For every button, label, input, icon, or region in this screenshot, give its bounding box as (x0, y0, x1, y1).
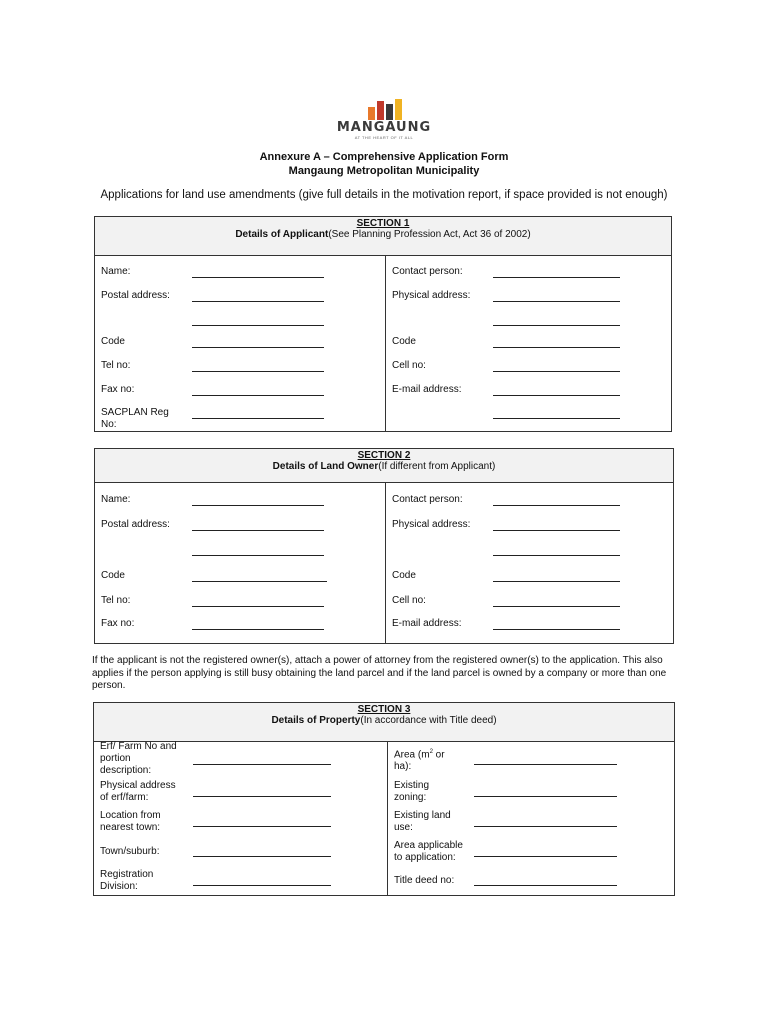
s1-code2-label: Code (392, 336, 416, 347)
s1-physical-field[interactable] (493, 301, 620, 302)
s1-tel-field[interactable] (192, 371, 324, 372)
section3-divider (387, 742, 388, 895)
section3-number: SECTION 3 (357, 704, 411, 715)
s1-cell-label: Cell no: (392, 360, 426, 371)
section2-subtitle: (If different from Applicant) (378, 461, 496, 472)
s1-postal-field[interactable] (192, 301, 324, 302)
section2-box (94, 448, 674, 644)
s3-physical-field[interactable] (193, 796, 331, 797)
s3-location-field[interactable] (193, 826, 331, 827)
s3-erf-field[interactable] (193, 764, 331, 765)
s1-physical-field-2[interactable] (493, 325, 620, 326)
s3-location-label: Location from nearest town: (100, 810, 161, 833)
s2-tel-label: Tel no: (101, 595, 131, 606)
s2-contact-field[interactable] (493, 505, 620, 506)
s1-code2-field[interactable] (493, 347, 620, 348)
s2-code-label: Code (101, 570, 125, 581)
s2-physical-field-2[interactable] (493, 555, 620, 556)
s3-title-deed-field[interactable] (474, 885, 617, 886)
s2-postal-label: Postal address: (101, 519, 170, 530)
s3-erf-label: Erf/ Farm No and portion description: (100, 741, 177, 776)
s1-sacplan-label: SACPLAN Reg No: (101, 407, 169, 430)
logo-tagline: AT THE HEART OF IT ALL (354, 135, 414, 140)
s3-area-applicable-label: Area applicable to application: (394, 840, 463, 863)
logo-name: MANGAUNG (336, 120, 432, 135)
mangaung-logo (318, 98, 450, 142)
s2-code2-field[interactable] (493, 581, 620, 582)
section2-title: Details of Land Owner (272, 461, 379, 472)
s2-email-field[interactable] (493, 629, 620, 630)
section1-divider (385, 256, 386, 431)
s1-fax-label: Fax no: (101, 384, 135, 395)
s2-tel-field[interactable] (192, 606, 324, 607)
s3-area-label: Area ($m^2$ or ha): (394, 749, 445, 773)
section1-number: SECTION 1 (356, 218, 410, 229)
s1-postal-label: Postal address: (101, 290, 170, 301)
s3-zoning-field[interactable] (474, 796, 617, 797)
municipality-title: Mangaung Metropolitan Municipality (288, 165, 480, 177)
s1-email-field-2[interactable] (493, 418, 620, 419)
s2-email-label: E-mail address: (392, 618, 462, 629)
s1-sacplan-field[interactable] (192, 418, 324, 419)
section1-title: Details of Applicant (235, 229, 329, 240)
s1-contact-field[interactable] (493, 277, 620, 278)
owner-note: If the applicant is not the registered owner(s), attach a power of attorney from the registered owner(s) to the application. This also applies if the person applying is still busy obtaining the land parcel and if the land parcel is owned by a company or more than one person. (92, 655, 667, 691)
s1-code-field[interactable] (192, 347, 324, 348)
s3-town-label: Town/suburb: (100, 846, 160, 857)
s2-code2-label: Code (392, 570, 416, 581)
s1-fax-field[interactable] (192, 395, 324, 396)
s1-name-label: Name: (101, 266, 131, 277)
section3-subtitle: (In accordance with Title deed) (360, 715, 497, 726)
s1-postal-field-2[interactable] (192, 325, 324, 326)
s3-title-deed-label: Title deed no: (394, 875, 455, 886)
s2-cell-field[interactable] (493, 606, 620, 607)
s2-postal-field-2[interactable] (192, 555, 324, 556)
s3-area-applicable-field[interactable] (474, 856, 617, 857)
s2-name-label: Name: (101, 494, 131, 505)
section2-number: SECTION 2 (357, 450, 411, 461)
section1-header (95, 217, 671, 256)
s3-registration-field[interactable] (193, 885, 331, 886)
s2-contact-label: Contact person: (392, 494, 463, 505)
section2-divider (385, 483, 386, 643)
s3-land-use-label: Existing land use: (394, 810, 451, 833)
logo-buildings-icon (366, 98, 404, 120)
s2-fax-label: Fax no: (101, 618, 135, 629)
section3-box (93, 702, 675, 896)
s1-cell-field[interactable] (493, 371, 620, 372)
s1-name-field[interactable] (192, 277, 324, 278)
s3-town-field[interactable] (193, 856, 331, 857)
s2-cell-label: Cell no: (392, 595, 426, 606)
section1-box (94, 216, 672, 432)
s1-email-field[interactable] (493, 395, 620, 396)
s2-physical-label: Physical address: (392, 519, 471, 530)
s1-tel-label: Tel no: (101, 360, 131, 371)
section1-subtitle: (See Planning Profession Act, Act 36 of 2002) (328, 229, 531, 240)
s3-physical-label: Physical address of erf/farm: (100, 780, 176, 803)
s3-area-field[interactable] (474, 764, 617, 765)
s2-fax-field[interactable] (192, 629, 324, 630)
section3-header (94, 703, 674, 742)
s3-land-use-field[interactable] (474, 826, 617, 827)
s2-name-field[interactable] (192, 505, 324, 506)
s2-physical-field[interactable] (493, 530, 620, 531)
section2-header (95, 449, 673, 483)
s2-postal-field[interactable] (192, 530, 324, 531)
form-title: Annexure A – Comprehensive Application Form (259, 151, 509, 163)
s1-physical-label: Physical address: (392, 290, 471, 301)
s1-email-label: E-mail address: (392, 384, 462, 395)
s1-contact-label: Contact person: (392, 266, 463, 277)
s1-code-label: Code (101, 336, 125, 347)
s3-registration-label: Registration Division: (100, 869, 154, 892)
section3-title: Details of Property (271, 715, 361, 726)
s2-code-field[interactable] (192, 581, 327, 582)
intro-text: Applications for land use amendments (give full details in the motivation report, if space provided is not enough) (100, 189, 668, 201)
s3-zoning-label: Existing zoning: (394, 780, 430, 803)
